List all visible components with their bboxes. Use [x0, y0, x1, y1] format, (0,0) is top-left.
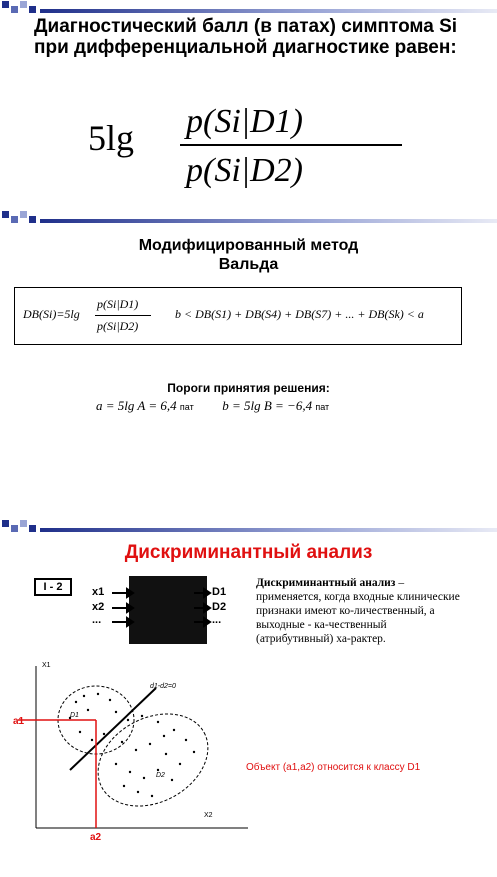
threshold-b: b = 5lg B = −6,4: [222, 398, 313, 413]
input-x2: x2: [92, 601, 105, 613]
slide-decoration-top: [0, 519, 497, 533]
a1-label: a1: [13, 716, 25, 727]
slide1-title: Диагностический балл (в патах) симптома Si при дифференциальной диагностике равен:: [34, 16, 458, 58]
threshold-a: a = 5lg A = 6,4: [96, 398, 177, 413]
fraction-bar: [180, 144, 402, 146]
output-more: ...: [212, 614, 222, 626]
deco-square: [11, 6, 18, 13]
slide3-title: Дискриминантный анализ: [124, 542, 373, 563]
deco-square: [20, 211, 27, 218]
box-inequality: b < DB(S1) + DB(S4) + DB(S7) + ... + DB(Sk) < a: [175, 307, 424, 321]
discriminant-plot: [18, 660, 258, 840]
box-denominator: p(Si|D2): [97, 319, 139, 333]
unit-a: пат: [179, 402, 194, 412]
deco-square: [11, 216, 18, 223]
output-d1: D1: [212, 586, 227, 598]
thresholds-title: Пороги принятия решения:: [167, 381, 330, 395]
formula-coef: 5lg: [88, 118, 135, 158]
deco-bar: [40, 219, 497, 223]
boundary-label: d1-d2=0: [150, 683, 176, 690]
model-badge: I - 2: [34, 578, 72, 596]
deco-square: [29, 6, 36, 13]
deco-square: [20, 520, 27, 527]
box-numerator: p(Si|D1): [97, 297, 139, 311]
input-x1: x1: [92, 586, 105, 598]
arrows: [34, 574, 234, 644]
slide2-title-line2: Вальда: [218, 256, 279, 273]
desc-rest: – применяется, когда входные клинические признаки имеют ко-личественный, а выходные - ка-чественный (атрибутивный) ха-рактер.: [256, 577, 460, 645]
deco-square: [2, 1, 9, 8]
box-fraction-bar: [95, 315, 151, 316]
slide-decoration-top: [0, 0, 497, 14]
deco-square: [29, 216, 36, 223]
a2-label: a2: [90, 832, 102, 843]
deco-bar: [40, 9, 497, 13]
discriminant-description: [256, 576, 466, 646]
desc-bold: Дискриминантный анализ: [256, 577, 396, 589]
class-d2-label: D2: [156, 772, 165, 779]
axis-y-label: X1: [42, 662, 51, 669]
formula-numerator: p(Si|D1): [186, 103, 303, 140]
deco-square: [20, 1, 27, 8]
slide-decoration-top: [0, 210, 497, 224]
input-more: ...: [92, 614, 102, 626]
deco-square: [29, 525, 36, 532]
deco-square: [2, 520, 9, 527]
model-diagram: [34, 574, 234, 644]
wald-formula-box: [14, 287, 462, 345]
class-d1-label: D1: [70, 712, 79, 719]
box-left: DB(Si)=5lg: [23, 307, 80, 321]
deco-square: [11, 525, 18, 532]
classification-note: Объект (a1,a2) относится к классу D1: [246, 762, 421, 773]
formula-denominator: p(Si|D2): [186, 152, 303, 189]
deco-square: [2, 211, 9, 218]
axis-x-label: X2: [204, 812, 213, 819]
output-d2: D2: [212, 601, 227, 613]
slide2-title-line1: Модифицированный метод: [138, 237, 359, 254]
deco-bar: [40, 528, 497, 532]
unit-b: пат: [315, 402, 330, 412]
thresholds-row: [96, 398, 329, 414]
